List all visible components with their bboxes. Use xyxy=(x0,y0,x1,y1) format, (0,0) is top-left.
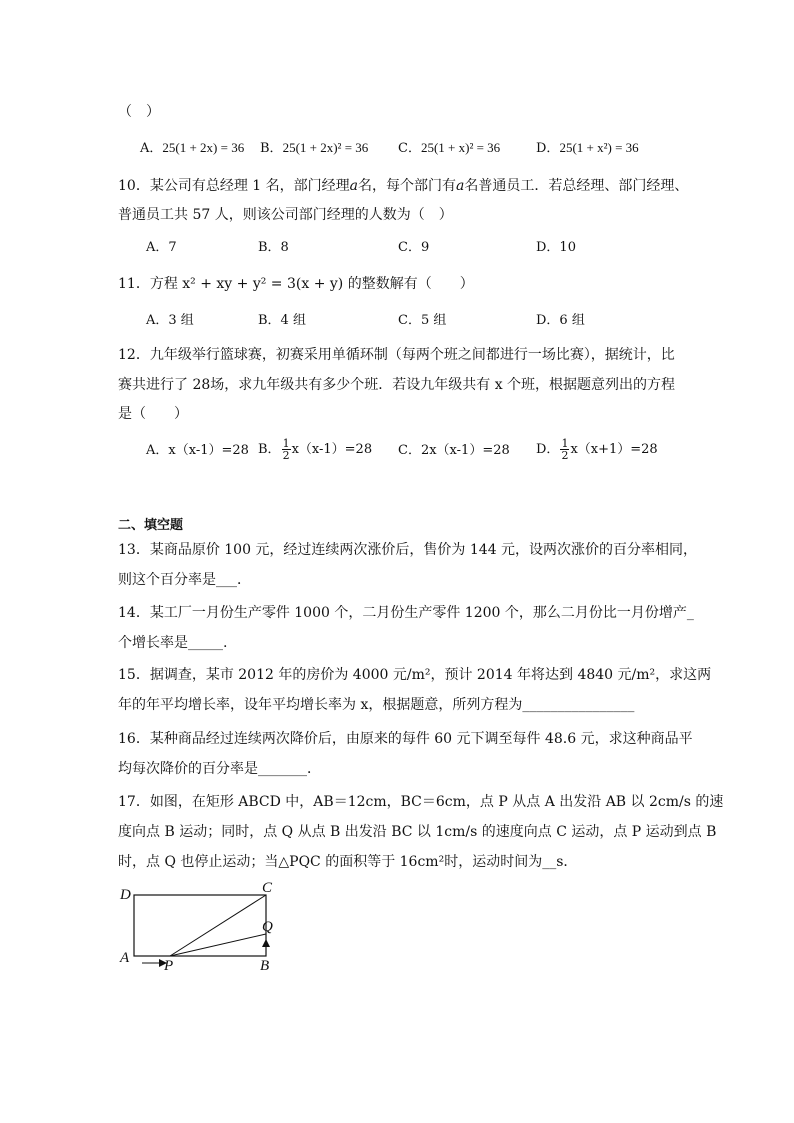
q12-line-3: 是（ ） xyxy=(118,406,188,422)
q15-line-1: 15．据调查，某市 2012 年的房价为 4000 元/m²，预计 2014 年将达到 4840 元/m²，求这两 xyxy=(118,667,712,683)
label-b: B xyxy=(260,958,270,974)
q10-option-a: A．7 xyxy=(146,240,177,255)
q10-line-2: 普通员工共 57 人，则该公司部门经理的人数为（ ） xyxy=(118,207,453,223)
q12-option-b-rest: x（x-1）=28 xyxy=(291,442,373,457)
q10-option-b: B．8 xyxy=(258,240,289,255)
q9-paren: （ ） xyxy=(118,104,160,120)
fraction-numerator: 1 xyxy=(561,437,569,450)
q11-line-1: 11．方程 x² + xy + y² = 3(x + y) 的整数解有（ ） xyxy=(118,276,474,292)
q9-option-c xyxy=(398,138,500,159)
half-fraction xyxy=(282,438,291,461)
q10-option-d: D．10 xyxy=(536,240,576,255)
q11-option-b: B．4 组 xyxy=(258,313,306,328)
fraction-numerator: 1 xyxy=(282,437,290,450)
segment-pq xyxy=(170,934,266,956)
q11-option-a: A．3 组 xyxy=(146,313,194,328)
q9-option-a xyxy=(140,138,244,159)
q17-line-3: 时，点 Q 也停止运动；当△PQC 的面积等于 16cm²时，运动时间为__s． xyxy=(118,854,578,870)
q13-line-1: 13．某商品原价 100 元，经过连续两次涨价后，售价为 144 元，设两次涨价的百分率相同， xyxy=(118,542,698,558)
section-heading-fill-in: 二、填空题 xyxy=(118,518,184,533)
fraction-denominator: 2 xyxy=(282,449,290,462)
segment-pc xyxy=(170,895,266,956)
q9-option-d-letter: D． xyxy=(536,141,560,156)
q14-line-2: 个增长率是_____. xyxy=(118,635,228,651)
q11-option-c: C．5 组 xyxy=(398,313,447,328)
q12-option-b xyxy=(258,438,372,461)
q12-option-d-rest: x（x+1）=28 xyxy=(570,442,658,457)
q17-line-1: 17．如图，在矩形 ABCD 中，AB＝12cm，BC＝6cm，点 P 从点 A 出发沿 AB 以 2cm/s 的速 xyxy=(118,794,724,810)
q14-line-1: 14．某工厂一月份生产零件 1000 个，二月份生产零件 1200 个，那么二月份比一月份增产_ xyxy=(118,605,694,621)
label-p: P xyxy=(164,958,174,974)
rectangle-figure xyxy=(110,878,290,978)
label-d: D xyxy=(120,887,131,903)
q11-option-d: D．6 组 xyxy=(536,313,585,328)
q9-option-b-letter: B． xyxy=(260,141,283,156)
label-q: Q xyxy=(262,919,273,935)
q12-option-b-letter: B． xyxy=(258,442,281,457)
q9-option-d-expr: 25(1 + x²) = 36 xyxy=(559,140,639,155)
q12-option-d-letter: D． xyxy=(536,442,560,457)
fraction-denominator: 2 xyxy=(561,449,569,462)
q13-line-2: 则这个百分率是___． xyxy=(118,572,251,588)
half-fraction xyxy=(560,438,569,461)
q16-line-2: 均每次降价的百分率是_______． xyxy=(118,761,321,777)
q16-line-1: 16．某种商品经过连续两次降价后，由原来的每件 60 元下调至每件 48.6 元，求这种商品平 xyxy=(118,731,693,747)
q9-option-a-letter: A． xyxy=(140,141,163,156)
q10-option-c: C．9 xyxy=(398,240,430,255)
q9-option-c-letter: C． xyxy=(398,141,421,156)
q15-line-2: 年的年平均增长率，设年平均增长率为 x，根据题意，所列方程为________________ xyxy=(118,697,635,713)
q10-line-1: 10．某公司有总经理 1 名，部门经理𝑎名，每个部门有𝑎名普通员工．若总经理、部门经理、 xyxy=(118,178,689,194)
q12-line-1: 12．九年级举行篮球赛，初赛采用单循环制（每两个班之间都进行一场比赛），据统计，比 xyxy=(118,347,675,363)
rectangle-abcd xyxy=(134,895,266,956)
label-a: A xyxy=(120,950,130,966)
q9-option-c-expr: 25(1 + x)² = 36 xyxy=(420,140,501,155)
q9-option-b xyxy=(260,138,368,159)
q9-option-b-expr: 25(1 + 2x)² = 36 xyxy=(282,140,369,155)
q12-option-c: C．2x（x-1）=28 xyxy=(398,443,510,458)
q9-option-a-expr: 25(1 + 2x) = 36 xyxy=(162,140,245,155)
q12-option-d xyxy=(536,438,658,461)
q9-option-d xyxy=(536,138,639,159)
q17-line-2: 度向点 B 运动；同时，点 Q 从点 B 出发沿 BC 以 1cm/s 的速度向点 C 运动，点 P 运动到点 B xyxy=(118,824,717,840)
q12-option-a: A．x（x-1）=28 xyxy=(146,443,249,458)
label-c: C xyxy=(262,880,273,896)
q12-line-2: 赛共进行了 28场，求九年级共有多少个班．若设九年级共有 x 个班，根据题意列出的方程 xyxy=(118,377,676,393)
